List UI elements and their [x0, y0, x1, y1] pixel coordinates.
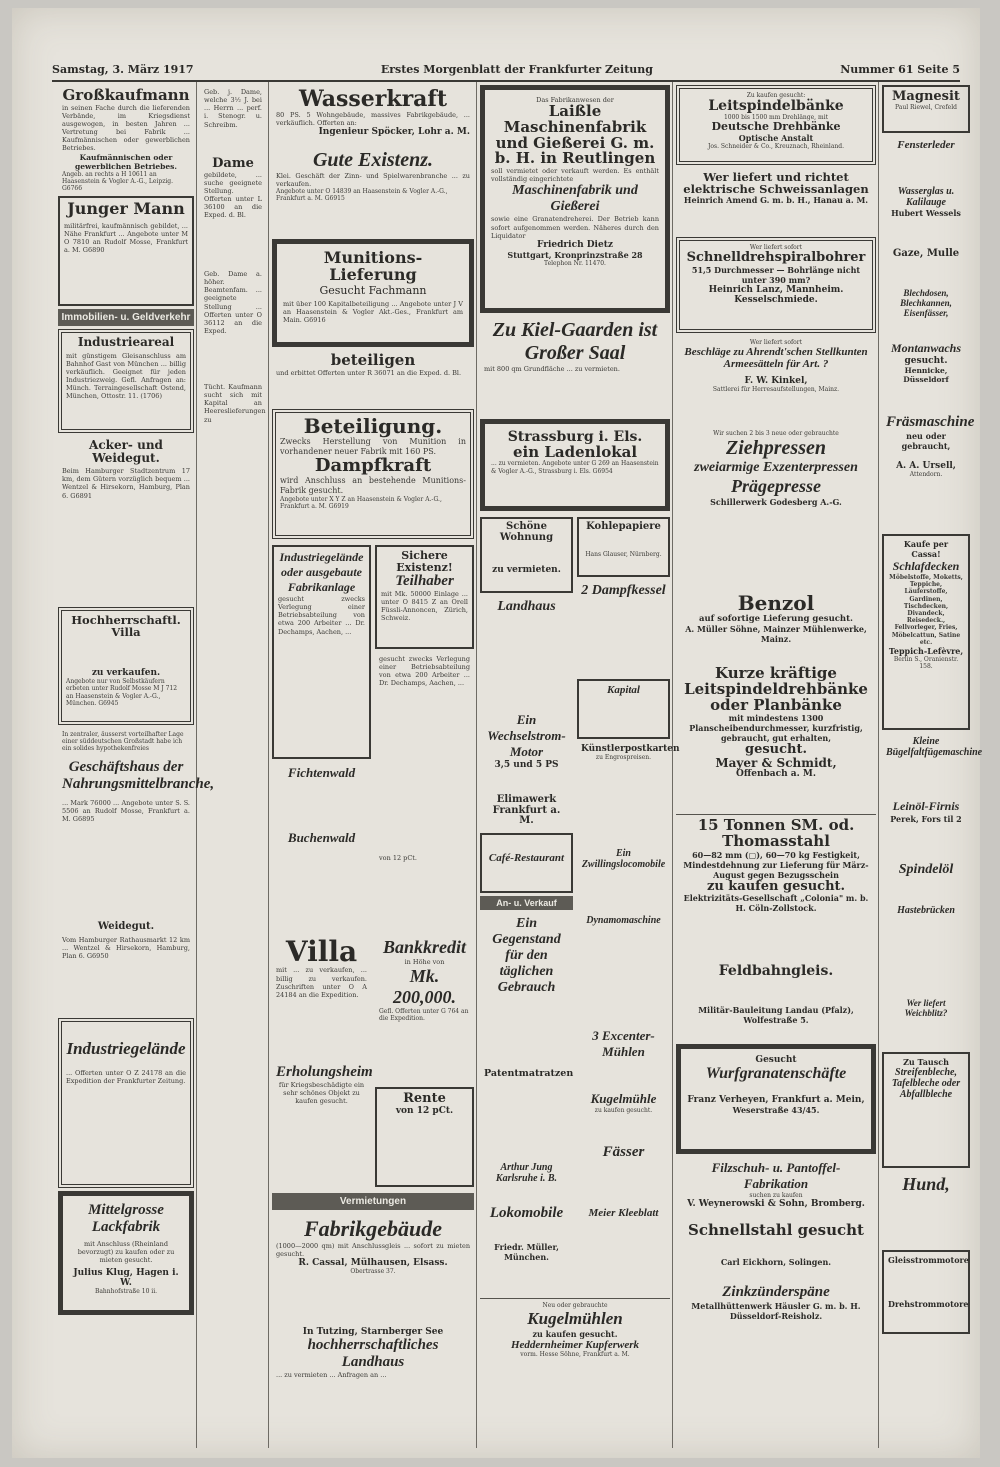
- ad-text: mit 800 qm Grundfläche ... zu vermieten.: [484, 365, 620, 373]
- ad-title: Dynamomaschine: [586, 915, 661, 926]
- ad-text: Vom Hamburger Rathausmarkt 12 km ... Wentzel & Hirsekorn, Hamburg, Plan 6. G6950: [62, 935, 190, 960]
- ad-buegelfalt: [882, 733, 983, 793]
- ad-title: hochherrschaftliches Landhaus: [307, 1337, 439, 1370]
- column-1: [56, 82, 215, 1448]
- ad-text: mit über 100 Kapitalbeteiligung ... Angebote unter J V an Haasenstein & Vogler Akt.-Ges., Frankfurt am Main. G6916: [283, 299, 463, 324]
- ad-title: Wurfgranatenschäfte: [705, 1065, 847, 1082]
- ad-villa-2: [272, 934, 371, 1058]
- ad-word: Maschinenfabrik und Gießerei: [512, 183, 638, 215]
- ad-arthur-jung: [480, 1159, 573, 1199]
- column-4: [478, 82, 680, 1448]
- ad-title: Leinöl-Firnis: [892, 799, 960, 813]
- ad-name: Friedrich Dietz: [537, 239, 613, 250]
- ad-title: Industrieareal: [77, 335, 175, 349]
- ad-title: Streifenbleche, Tafelbleche oder Abfallbleche: [891, 1067, 961, 1100]
- ad-title: Montanwachs: [890, 341, 962, 355]
- ad-title: Schlafdecken: [892, 559, 960, 573]
- ad-title: Spindelöl: [898, 862, 954, 877]
- ad-sub: ein Ladenlokal: [512, 442, 638, 461]
- ad-name: Friedr. Müller, München.: [494, 1242, 559, 1262]
- subcolumn-right: [575, 514, 680, 1295]
- ad-title: Fensterleder: [897, 139, 955, 151]
- ad-title: Kohlepapiere: [586, 521, 661, 532]
- ad-head: Zu Tausch: [903, 1057, 949, 1067]
- ad-title: Leitspindelbänke: [708, 98, 844, 115]
- ad-text: mit mindestens 1300 Planscheibendurchmesser, kurzfristig, gebraucht, gut erhalten,: [689, 713, 863, 744]
- ad-sub: neu oder gebraucht,: [901, 431, 951, 451]
- ad-meier-kleeblatt: [577, 1204, 670, 1244]
- ad-title: Gaze, Mulle: [892, 248, 960, 259]
- ad-kugelmuehle: [577, 1088, 670, 1138]
- ad-leitspindelbaenke: [676, 85, 876, 165]
- ad-title: Geschäftshaus der Nahrungsmittelbranche,: [62, 758, 215, 792]
- ad-title: Villa: [285, 935, 358, 968]
- ad-head: Neu oder gebrauchte: [542, 1302, 608, 1309]
- ad-address: Gefl. Offerten unter G 764 an die Expedition.: [379, 1008, 469, 1023]
- ad-head: Kaufe per Cassa!: [903, 539, 949, 559]
- ad-title: Arthur Jung Karlsruhe i. B.: [495, 1162, 558, 1184]
- ad-spec: 3,5 und 5 PS: [494, 760, 559, 770]
- ad-hastebruecken: [882, 902, 970, 992]
- ad-title: Elimawerk Frankfurt a. M.: [492, 794, 561, 826]
- ad-text: 1000 bis 1500 mm Drehlänge, mit: [723, 113, 829, 121]
- ad-title: Lokomobile: [489, 1205, 564, 1221]
- ad-wasserkraft: [272, 85, 474, 143]
- ad-villa: [58, 607, 194, 725]
- ad-acker-weidegut: [58, 436, 194, 604]
- ad-name: A. Müller Söhne, Mainzer Mühlenwerke, Mainz.: [685, 624, 867, 644]
- ad-address: Angeb. an rechts a H 10611 an Haasenstein & Vogler A.-G., Leipzig. G6766: [62, 170, 174, 192]
- ad-wechselstrom-motor: [480, 709, 573, 789]
- ad-name: Heinrich Lanz, Mannheim.: [708, 284, 844, 295]
- ad-word: Teilhaber: [395, 573, 454, 590]
- ad-address: Stuttgart, Kronprinzstraße 28: [507, 249, 643, 260]
- ad-industrieareal: [58, 329, 194, 433]
- subcolumn-left: [270, 542, 373, 1190]
- ad-bankkredit: [375, 934, 474, 1084]
- ad-title: Magnesit: [892, 89, 960, 104]
- ad-magnesit: [882, 85, 970, 133]
- ad-name: R. Cassal, Mülhausen, Elsass.: [298, 1258, 448, 1269]
- ad-text: für Kriegsbeschädigte ein sehr schönes Objekt zu kaufen gesucht.: [278, 1081, 365, 1106]
- ad-elimawerk: [480, 792, 573, 830]
- ad-text: mit ... zu verkaufen, ... billig zu verkaufen. Zuschriften unter O A 24184 an die Expedition.: [276, 966, 367, 999]
- ad-title: 2 Dampfkessel: [581, 583, 666, 598]
- ad-sub: zu kaufen gesucht.: [706, 878, 846, 894]
- ad-head: Wer liefert sofort: [749, 244, 803, 251]
- ad-filzschuh: [676, 1157, 876, 1217]
- ad-sub: Gesucht Fachmann: [319, 283, 427, 297]
- ad-sub: gesucht.: [904, 356, 948, 366]
- ad-head: Das Fabrikanwesen der: [536, 96, 614, 104]
- ad-text: Geb. j. Dame, welche 3½ J. bei ... Herrn ... perf. i. Stenogr. u. Schreibm.: [204, 88, 262, 129]
- ad-title: Munitions-Lieferung: [323, 248, 423, 284]
- ad-telephone: Telephon Nr. 11470.: [544, 259, 606, 267]
- subcolumn-left: [478, 514, 575, 1295]
- ad-title: Schnellstahl gesucht: [688, 1221, 864, 1239]
- ad-word: beteiligen: [330, 351, 416, 369]
- ad-title: Beteiligung.: [303, 414, 443, 438]
- ad-fabrikgebaeude: [272, 1213, 474, 1321]
- ad-benzol: [676, 590, 876, 660]
- ad-sub: zu verkaufen.: [91, 668, 161, 679]
- ad-name: V. Weynerowski & Sohn, Bromberg.: [687, 1199, 865, 1210]
- ad-text: auf sofortige Lieferung gesucht.: [698, 614, 853, 624]
- ad-address: Bahnhofstraße 10 ii.: [94, 1288, 158, 1296]
- ad-text: gesucht zwecks Verlegung einer Betriebsabteilung von etwa 200 Arbeiter ... Dr. Dechamps, Aachen, ...: [278, 595, 365, 636]
- header-paper-title: Erstes Morgenblatt der Frankfurter Zeitung: [380, 62, 653, 76]
- ad-title: Großkaufmann: [62, 86, 190, 104]
- ad-text: Tücht. Kaufmann sucht sich mit Kapital an Heereslieferungen zu: [204, 383, 266, 424]
- ad-intro: In zentraler, äusserst vorteilhafter Lage einer süddeutschen Großstadt habe ich ein solides hypothekenfreies: [62, 731, 184, 753]
- ad-title: Patentmatratzen: [484, 1068, 574, 1079]
- ad-name: Paul Riewel, Crefeld: [895, 103, 957, 111]
- ad-name: Militär-Bauleitung Landau (Pfalz), Wolfestraße 5.: [698, 1004, 854, 1025]
- ad-sichere-existenz: [375, 545, 474, 649]
- ad-name: Hans Glauser, Nürnberg.: [585, 550, 662, 558]
- ad-hund: [882, 1171, 970, 1247]
- ad-title: Schnelldrehspiralbohrer: [686, 250, 866, 266]
- ad-address: Berlin S., Oranienstr. 158.: [893, 655, 959, 671]
- ad-title: Kugelmühlen: [527, 1309, 623, 1329]
- ad-schoene-wohnung: [480, 517, 573, 593]
- ad-title: Dame: [212, 156, 254, 171]
- ad-zu-tausch: [882, 1052, 970, 1168]
- ad-wasserglas: [882, 183, 970, 243]
- ad-address: Sattlerei für Herresaufstellungen, Mainz.: [712, 386, 840, 394]
- ad-text: militärfrei, kaufmännisch gebildet, ... Nähe Frankfurt ... Angebote unter M O 7810 an Rudolf Mosse, Frankfurt a. M. G6890: [64, 221, 188, 255]
- ad-title: Industriegelände: [66, 1039, 186, 1058]
- ad-title: Fichtenwald: [287, 765, 356, 780]
- ad-laissle-maschinenfabrik: [480, 85, 670, 313]
- section-immobilien: Immobilien- u. Geldverkehr: [58, 309, 194, 326]
- ad-title: Hund,: [902, 1174, 950, 1194]
- column-6: [880, 82, 983, 1448]
- ad-kaufmann-kapital: [200, 380, 266, 424]
- ad-name: Optische Anstalt: [738, 132, 814, 143]
- ad-text: Möbelstoffe, Moketts, Teppiche, Läuferstoffe, Gardinen, Tischdecken, Divandeck, Reisedeck., Fellvorleger, Fries, Möbelcattun, Satine etc.: [889, 574, 963, 646]
- ad-lackfabrik: [58, 1191, 194, 1315]
- ad-title: Buchenwald: [287, 830, 356, 845]
- ad-name: Elektrizitäts-Gesellschaft „Colonia" m. b. H. Cöln-Zollstock.: [683, 893, 869, 914]
- ad-sub: Drehstrommotore: [888, 1299, 969, 1309]
- ad-patentmatratzen: [480, 1066, 573, 1156]
- ad-text: Angebote nur von Selbstkäufern erbeten unter Rudolf Mosse M J 712 an Haasenstein & Vogler A.-G., München. G6945: [66, 678, 178, 707]
- ad-name: Franz Verheyen, Frankfurt a. Mein,: [687, 1095, 865, 1105]
- ad-address: Obertrasse 37.: [350, 1268, 396, 1276]
- ad-address: Angebote unter O 14839 an Haasenstein & Vogler A.-G., Frankfurt a. M. G6915: [276, 188, 448, 203]
- ad-name: Ingenieur Spöcker, Lohr a. M.: [318, 127, 470, 138]
- ad-address: Angebote unter X Y Z an Haasenstein & Vogler A.-G., Frankfurt a. M. G6919: [280, 495, 442, 511]
- ad-title: Mittelgrosse Lackfabrik: [88, 1202, 164, 1235]
- ad-title: Landhaus: [497, 599, 556, 614]
- ad-name: Schillerwerk Godesberg A.-G.: [710, 497, 842, 508]
- ad-name: Carl Eickhorn, Solingen.: [720, 1256, 832, 1267]
- column-3: [270, 82, 477, 1448]
- ad-address: Jos. Schneider & Co., Kreuznach, Rheinland.: [707, 142, 845, 150]
- ad-title: Zinkzünderspäne: [722, 1284, 830, 1300]
- ad-misc-text: [375, 652, 474, 848]
- section-vermietungen: Vermietungen: [272, 1193, 474, 1210]
- ad-name: A. A. Ursell,: [896, 461, 956, 471]
- ad-kuenstlerpostkarten: [577, 742, 680, 842]
- ad-tail: wird Anschluss an bestehende Munitions-Fabrik gesucht.: [280, 475, 466, 495]
- ad-fensterleder: [882, 136, 970, 180]
- ad-name: Hennicke, Düsseldorf: [903, 366, 949, 384]
- column-3-split-a: [270, 542, 476, 1190]
- ad-leinoel-firnis: [882, 796, 970, 856]
- ad-title: Kapital: [606, 684, 640, 696]
- ad-tail: sowie eine Granatendreherei. Der Betrieb kann sofort aufgenommen werden. Näheres durch den Liquidator: [491, 215, 659, 240]
- ad-text: gebildete, ... suche geeignete Stellung. Offerten unter L 36100 an die Exped. d. Bl.: [204, 170, 262, 220]
- ad-text: 51,5 Durchmesser — Bohrlänge nicht unter 390 mm?: [691, 264, 861, 285]
- ad-weichblitz: [882, 995, 970, 1049]
- ad-head: Gesucht: [755, 1055, 797, 1065]
- ad-title: Meier Kleeblatt: [588, 1207, 659, 1219]
- ad-kapital: [577, 679, 670, 739]
- ad-word: Deutsche Drehbänke: [711, 120, 841, 134]
- ad-blechdosen: [882, 285, 970, 335]
- ad-title: Schöne Wohnung: [499, 521, 554, 543]
- ad-title: Sichere Existenz!: [396, 549, 453, 574]
- ad-kiel-gaarden: [480, 316, 670, 416]
- ad-title: Wer liefert Weichblitz?: [904, 998, 948, 1018]
- ad-name: Metallhüttenwerk Häusler G. m. b. H.: [691, 1301, 861, 1311]
- ad-address: Weserstraße 43/45.: [732, 1105, 820, 1115]
- ad-text: 60—82 mm (▢), 60—70 kg Festigkeit, Mindestdehnung zur Lieferung für März-August gegen Bezugsschein: [683, 849, 869, 880]
- ad-schnellstahl: [676, 1220, 876, 1278]
- ad-gegenstand: [480, 913, 573, 1063]
- ad-industriegelaende-fabrikanlage: [272, 545, 371, 759]
- ad-title: Beschläge zu Ahrendt'schen Stellkunten Armeesätteln für Art. ?: [684, 346, 868, 371]
- ad-text: Geb. Dame a. höher. Beamtenfam. ... geeignete Stellung ... Offerten unter O 36112 an die Exped.: [204, 270, 262, 335]
- ad-title: Fabrikgebäude: [303, 1216, 443, 1241]
- header-page-number: Nummer 61 Seite 5: [840, 62, 960, 76]
- ad-beschlaege: [676, 336, 876, 424]
- ad-name: F. W. Kinkel,: [744, 376, 808, 387]
- ad-junger-mann: [58, 196, 194, 306]
- ad-sub: Kaufmännischen oder gewerblichen Betriebes.: [75, 152, 177, 171]
- ad-kapital-placeholder: [375, 851, 474, 931]
- ad-erholungsheim: [272, 1061, 371, 1175]
- ad-address: Düsseldorf-Reisholz.: [729, 1311, 823, 1321]
- ad-text: Klei. Geschäft der Zinn- und Spielwarenbranche ... zu verkaufen.: [276, 172, 470, 189]
- ad-munitions-lieferung: [272, 239, 474, 347]
- ad-title: Fässer: [602, 1144, 645, 1160]
- ad-sub: in Höhe von: [404, 958, 445, 966]
- column-4-split: [478, 514, 680, 1295]
- ad-head: In Tutzing, Starnberger See: [302, 1327, 444, 1337]
- ad-sub: von 12 pCt.: [395, 1105, 454, 1116]
- ad-name: Heinrich Amend G. m. b. H., Hanau a. M.: [683, 195, 869, 206]
- ad-address: Offenbach a. M.: [736, 769, 816, 780]
- ad-name: Teppich-Lefèvre,: [888, 645, 964, 656]
- ad-dame: [200, 154, 266, 264]
- ad-text: soll vermietet oder verkauft werden. Es enthält vollständig eingerichtete: [491, 167, 659, 184]
- ad-kohlepapiere: [577, 517, 670, 577]
- ad-title: Weidegut.: [97, 921, 155, 932]
- ad-ziehpressen: [676, 427, 876, 587]
- ad-title: Wer liefert und richtet elektrische Schweissanlagen: [683, 170, 869, 197]
- ad-name: Heddernheimer Kupferwerk: [510, 1339, 640, 1352]
- ad-mid: zweiarmige Exzenterpressen: [694, 460, 858, 476]
- ad-zwillingslocomobile: [577, 845, 670, 909]
- ad-text: mit Mk. 50000 Einlage ... unter O 8415 Z an Orell Füssli-Annoncen, Zürich, Schweiz.: [381, 590, 468, 623]
- ad-title: Kleine Bügelfaltfügemaschine: [886, 736, 983, 758]
- ad-title: Ein Wechselstrom-Motor: [487, 712, 566, 759]
- ad-address: Attendorn.: [909, 471, 943, 478]
- ad-title: Wasserkraft: [298, 86, 448, 112]
- ad-text: ... zu vermieten. Angebote unter G 269 an Haasenstein & Vogler A.-G., Strassburg i. Els. G6954: [491, 460, 659, 475]
- ad-title: Laißle Maschinenfabrik und Gießerei G. m. b. H. in Reutlingen: [494, 102, 656, 168]
- ad-title: Gleisstrommotore: [888, 1255, 969, 1265]
- column-2: [198, 82, 269, 1448]
- ad-head: Wir suchen 2 bis 3 neue oder gebrauchte: [713, 430, 839, 437]
- ad-industriegelaende: [58, 1018, 194, 1188]
- ad-title: Blechdosen, Blechkannen, Eisenfässer,: [900, 288, 952, 318]
- ad-gleisstrommotore: [882, 1250, 970, 1334]
- ad-text: ... Mark 76000 ... Angebote unter S. S. 5506 an Rudolf Mosse, Frankfurt a. M. G6895: [62, 798, 190, 823]
- ad-word: Dampfkraft: [314, 455, 432, 476]
- ad-title: Acker- und Weidegut.: [89, 438, 163, 465]
- subcolumn-right: [373, 542, 476, 1190]
- ad-schweissanlagen: [676, 168, 876, 234]
- ad-cafe-restaurant: [480, 833, 573, 893]
- ad-sub: zu kaufen gesucht.: [594, 1107, 653, 1114]
- ad-text: 80 PS. 5 Wohngebäude, massives Fabrikgebäude, ... verkäuflich. Offerten an:: [276, 111, 470, 128]
- ad-strassburg: [480, 419, 670, 511]
- ad-sub: zu kaufen gesucht.: [532, 1329, 618, 1340]
- ad-spiralbohrer: [676, 237, 876, 333]
- ad-amount: Mk. 200,000.: [393, 966, 456, 1008]
- ad-faesser: [577, 1141, 670, 1201]
- ad-title: Zu Kiel-Gaarden ist Großer Saal: [492, 319, 658, 364]
- ad-title: Ziehpressen: [726, 437, 826, 460]
- ad-text: und erbittet Offerten unter R 36071 an die Exped. d. Bl.: [276, 368, 462, 377]
- ad-rente: [375, 1087, 474, 1187]
- ad-grosskaufmann: [58, 85, 194, 193]
- ad-landhaus: [480, 596, 573, 706]
- ad-sub: mit Anschluss (Rheinland bevorzugt) zu kaufen oder zu mieten gesucht.: [77, 1240, 175, 1265]
- ad-title: Filzschuh- u. Pantoffel-Fabrikation: [711, 1160, 841, 1191]
- ad-address: vorm. Hesse Söhne, Frankfurt a. M.: [520, 1351, 630, 1359]
- newspaper-page: [12, 8, 983, 1458]
- ad-name: Hubert Wessels: [891, 208, 961, 218]
- ad-thomasstahl: [676, 814, 876, 958]
- column-5: [674, 82, 879, 1448]
- ad-spindeloel: [882, 859, 970, 899]
- ad-montanwachs: [882, 338, 970, 408]
- ad-kugelmuehlen: [480, 1298, 670, 1408]
- ad-text: Beim Hamburger Stadtzentrum 17 km, dem Gütern vorzüglich bequem ... Wentzel & Hirsekorn, Hamburg, Plan 6. G6891: [62, 467, 190, 500]
- ad-sub: Kesselschmiede.: [734, 294, 818, 305]
- ad-title: Strassburg i. Els.: [507, 429, 643, 445]
- ad-text: in seinen Fache durch die lieferenden Verbände, im Kriegsdienst ausgewogen, in besten Jahren ... Vertretung bei Fabrik ... Kaufmännischen oder gewerblichen Betriebes.: [62, 103, 190, 153]
- ad-feldbahngleis: [676, 961, 876, 1041]
- ad-gute-existenz: [272, 146, 474, 236]
- section-an-verkauf: An- u. Verkauf: [480, 896, 573, 910]
- ad-title: Hochherrschaftl. Villa: [71, 613, 181, 640]
- ad-zinkzuenderspaene: [676, 1281, 876, 1335]
- ad-title: Bankkredit: [382, 937, 466, 957]
- ad-word: zu vermieten.: [492, 565, 561, 575]
- ad-beteiligung: [272, 409, 474, 539]
- ad-name: Julius Klug, Hagen i. W.: [73, 1268, 179, 1289]
- ad-sub: zu Engrospreisen.: [595, 754, 652, 762]
- ad-wurfgranatenschaefte: [676, 1044, 876, 1154]
- ad-excenter-muehlen: [577, 1025, 670, 1085]
- ad-title: Benzol: [737, 591, 815, 615]
- ad-beteiligen: [272, 350, 474, 406]
- ad-title: Wasserglas u. Kalilauge: [897, 186, 955, 208]
- ad-text: mit günstigem Gleisanschluss am Bahnhof Gast von München ... billig verkäuflich. Geeignet für jeden Industriezweig. Gefl. Anfragen an: Münch. Terraingesellschaft Ostend, München, Ottostr. 11. (1706): [66, 351, 186, 401]
- ad-fichtenwald: [272, 762, 371, 824]
- ad-title: Café-Restaurant: [488, 852, 565, 864]
- ad-title: Industriegelände oder ausgebaute Fabrikanlage: [279, 550, 364, 594]
- ad-buchenwald: [272, 827, 371, 931]
- ad-text: Zwecks Herstellung von Munition in vorhandener neuer Fabrik mit 160 PS.: [280, 437, 466, 456]
- ad-leitspindeldrehbaenke: [676, 663, 876, 811]
- ad-text: von 12 pCt.: [379, 854, 417, 862]
- ad-title: Gute Existenz.: [312, 149, 434, 171]
- ad-tutzing-landhaus: [272, 1324, 474, 1434]
- ad-title: Kurze kräftige Leitspindeldrehbänke oder Planbänke: [684, 664, 868, 714]
- ad-name: Mayer & Schmidt,: [715, 755, 837, 770]
- ad-dynamomaschine: [577, 912, 670, 1022]
- ad-sub: suchen zu kaufen: [749, 1192, 803, 1199]
- ad-dampfkessel: [577, 580, 670, 676]
- page-header: [52, 60, 960, 82]
- ad-title: 3 Excenter-Mühlen: [592, 1028, 655, 1059]
- ad-head: Wer liefert sofort: [749, 339, 803, 346]
- ad-text: ... zu vermieten ... Anfragen an ...: [276, 1371, 387, 1379]
- ad-title: Ein Gegenstand für den täglichen Gebrauch: [492, 916, 561, 995]
- ad-stellengesuch-1: [200, 85, 266, 151]
- ad-weidegut: [58, 919, 194, 1015]
- ad-name: Perek, Fors til 2: [890, 814, 962, 824]
- ad-text: gesucht zwecks Verlegung einer Betriebsabteilung von etwa 200 Arbeiter ... Dr. Dechamps, Aachen, ...: [379, 655, 470, 688]
- ad-title: Ein Zwillingslocomobile: [581, 848, 666, 870]
- ad-title: Feldbahngleis.: [718, 963, 834, 979]
- ad-title: Junger Mann: [67, 199, 185, 218]
- ad-text: (1000—2000 qm) mit Anschlussgleis ... sofort zu mieten gesucht.: [276, 1242, 470, 1259]
- ad-geschaeftshaus: [58, 728, 215, 916]
- ad-gaze-mulle: [882, 246, 970, 282]
- ad-head: Zu kaufen gesucht:: [746, 92, 806, 99]
- ad-text: ... Offerten unter O Z 24178 an die Expedition der Frankfurter Zeitung.: [66, 1069, 186, 1086]
- ad-title: 15 Tonnen SM. od. Thomasstahl: [697, 816, 855, 850]
- ad-lokomobile: [480, 1202, 573, 1292]
- ad-stellengesuch-2: [200, 267, 266, 377]
- ad-title: Künstlerpostkarten: [581, 744, 680, 754]
- ad-title: Kugelmühle: [590, 1091, 657, 1106]
- ad-word: Prägepresse: [731, 476, 821, 497]
- ad-fraesmaschine: [882, 411, 975, 531]
- ad-title: Fräsmaschine: [886, 414, 975, 430]
- ad-title: Hastebrücken: [897, 905, 955, 916]
- ad-schlafdecken: [882, 534, 970, 730]
- ad-sub: gesucht.: [744, 742, 808, 758]
- header-date: Samstag, 3. März 1917: [52, 62, 194, 76]
- ad-title: Rente: [403, 1091, 446, 1106]
- ad-title: Erholungsheim: [276, 1064, 373, 1080]
